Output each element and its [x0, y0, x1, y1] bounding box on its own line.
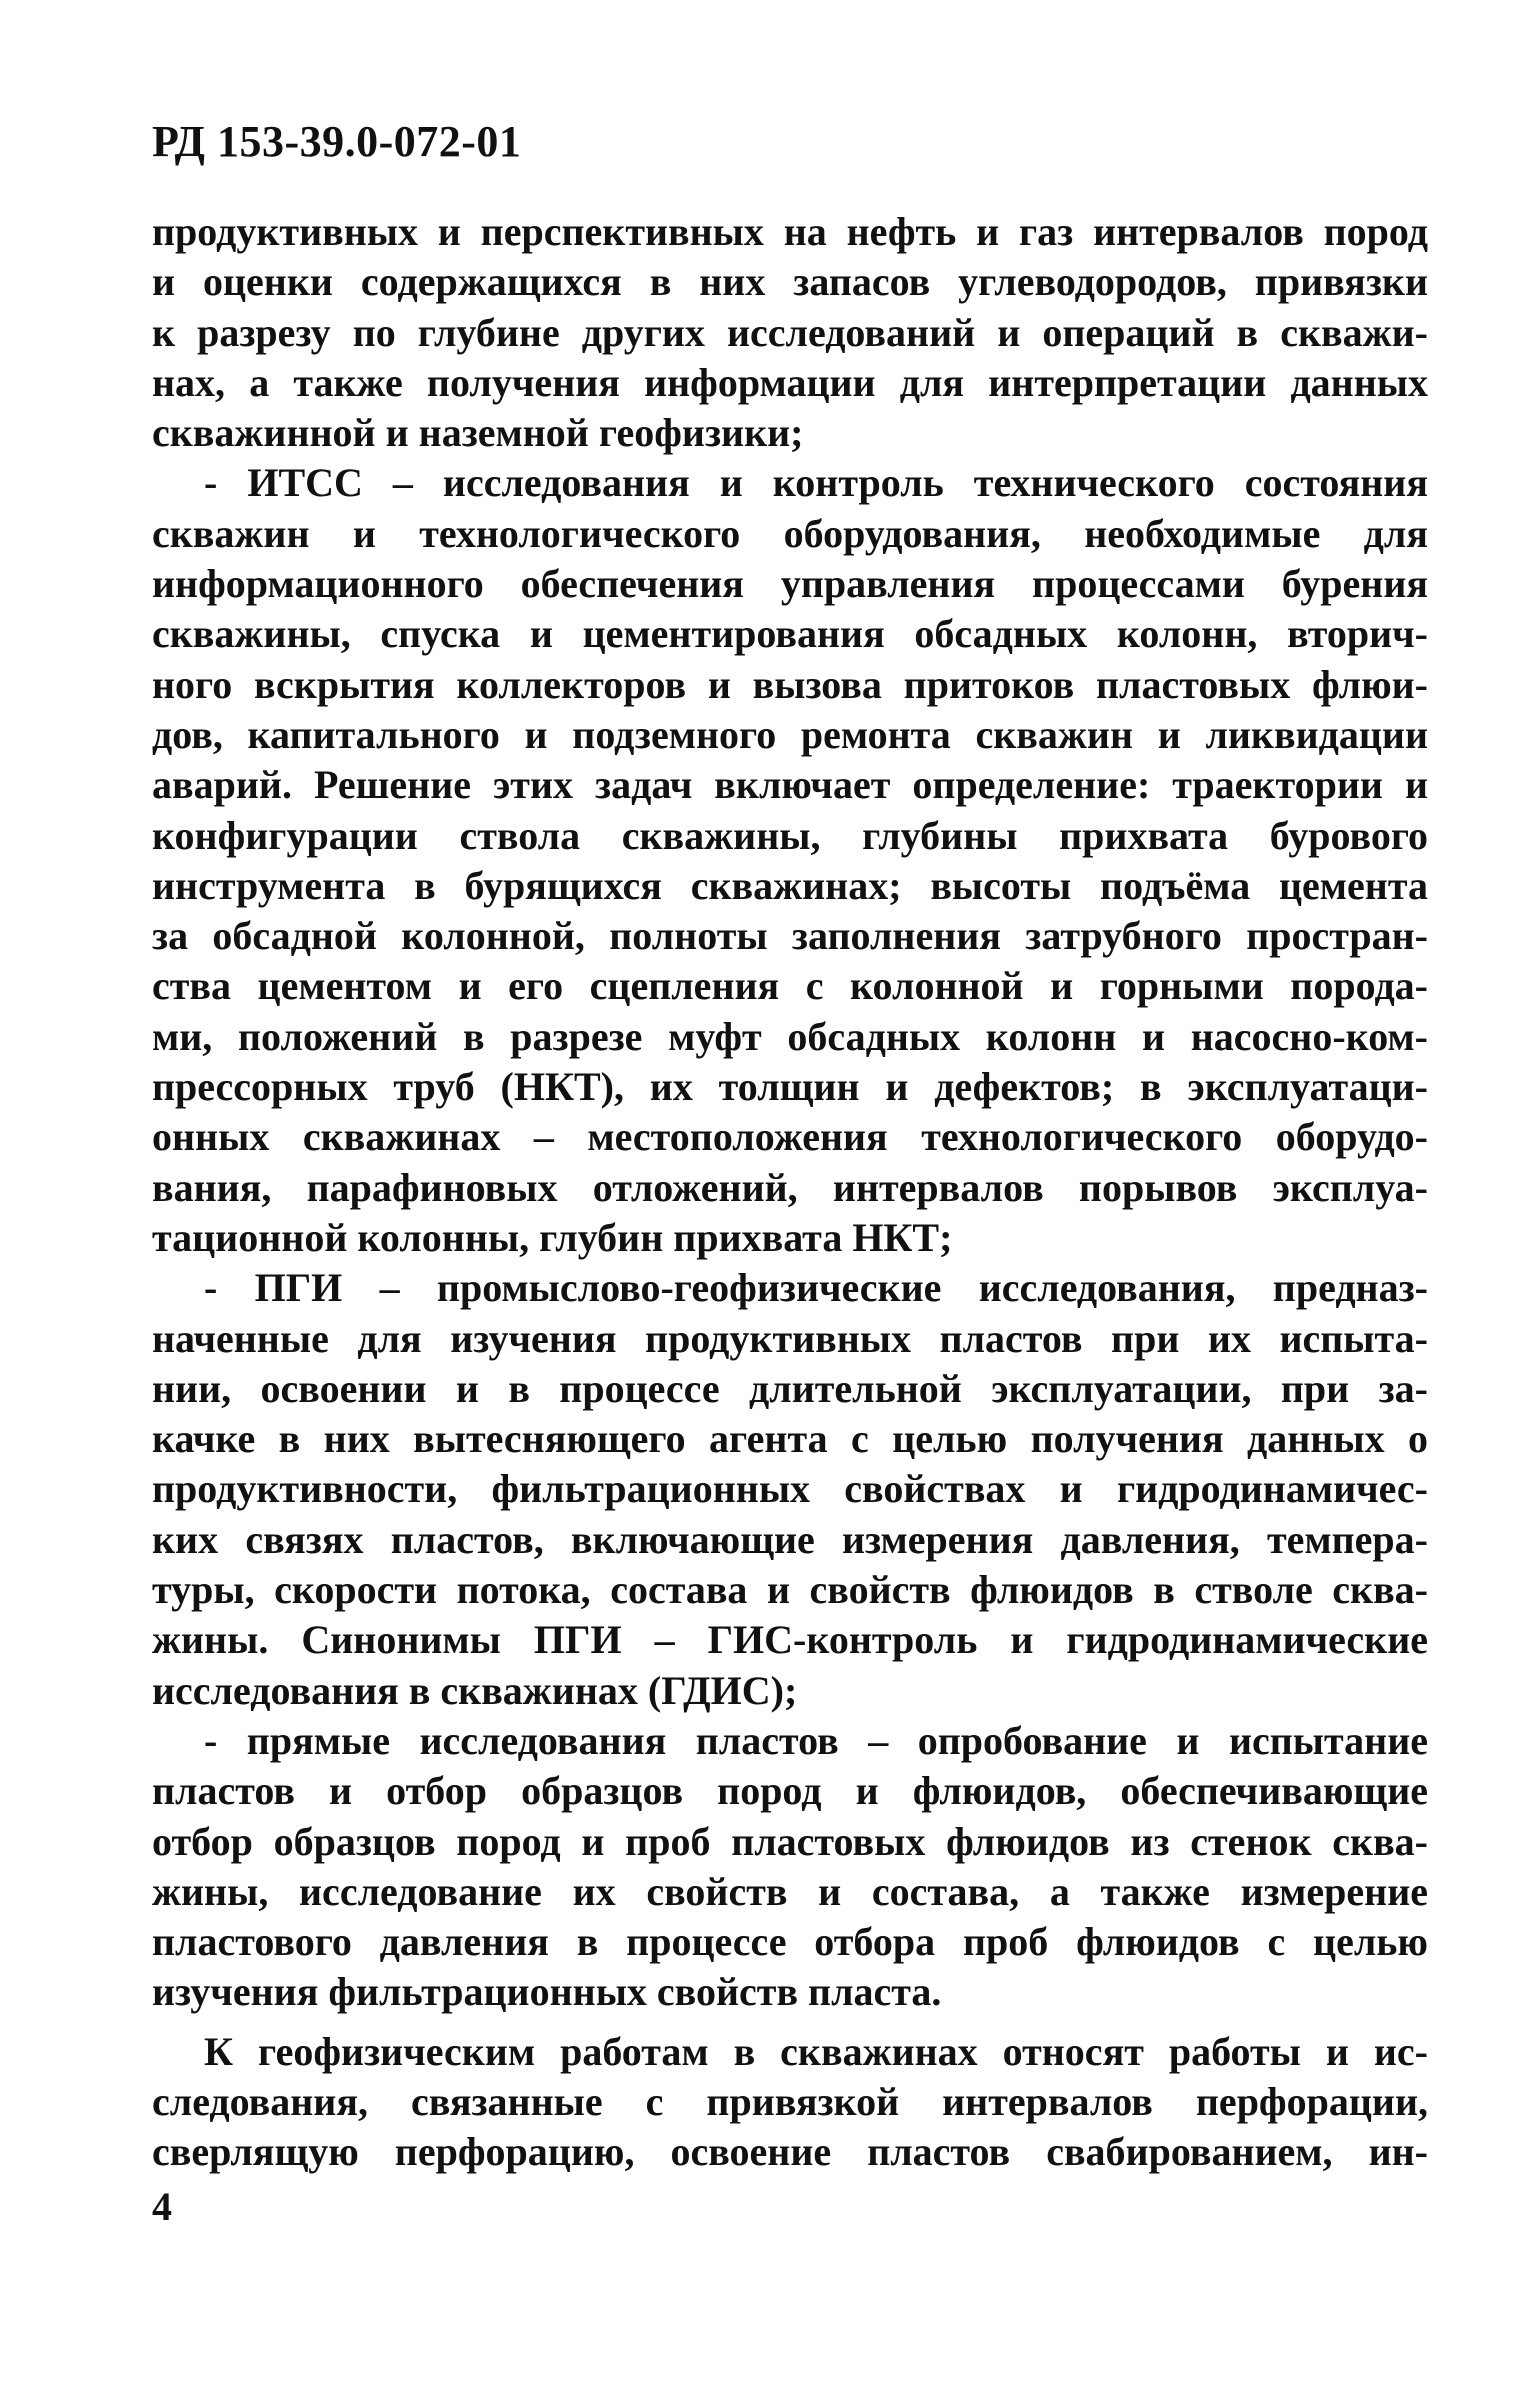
text-line: жины. Синонимы ПГИ – ГИС-контроль и гидродинамические [152, 1617, 1428, 1663]
text-line: изучения фильтрационных свойств пласта. [152, 1969, 942, 2015]
text-line: к разрезу по глубине других исследований и операций в скважи- [152, 309, 1428, 355]
text-line: пластов и отбор образцов пород и флюидов, обеспечивающие [152, 1768, 1428, 1814]
text-line: аварий. Решение этих задач включает определение: траектории и [152, 762, 1428, 808]
text-line: ства цементом и его сцепления с колонной и горными порода- [152, 963, 1428, 1009]
text-line: инструмента в бурящихся скважинах; высоты подъёма цемента [152, 862, 1428, 908]
text-line: скважин и технологического оборудования, необходимые для [152, 510, 1428, 556]
page-number: 4 [152, 2184, 172, 2229]
text-line: прессорных труб (НКТ), их толщин и дефектов; в эксплуатаци- [152, 1064, 1428, 1110]
text-line: наченные для изучения продуктивных пластов при их испыта- [152, 1315, 1428, 1361]
text-line: тационной колонны, глубин прихвата НКТ; [152, 1214, 953, 1260]
text-line: - ПГИ – промыслово-геофизические исследования, предназ- [204, 1265, 1428, 1311]
text-line: - прямые исследования пластов – опробование и испытание [204, 1717, 1428, 1763]
text-line: за обсадной колонной, полноты заполнения затрубного простран- [152, 913, 1428, 959]
text-line: качке в них вытесняющего агента с целью получения данных о [152, 1416, 1428, 1462]
text-line: пластового давления в процессе отбора проб флюидов с целью [152, 1919, 1428, 1965]
text-line: нах, а также получения информации для интерпретации данных [152, 359, 1428, 405]
text-line: нии, освоении и в процессе длительной эксплуатации, при за- [152, 1365, 1428, 1411]
text-line: онных скважинах – местоположения технологического оборудо- [152, 1114, 1428, 1160]
text-line: туры, скорости потока, состава и свойств флюидов в стволе сква- [152, 1567, 1428, 1613]
text-line: - ИТСС – исследования и контроль технического состояния [204, 460, 1428, 506]
text-line: скважины, спуска и цементирования обсадных колонн, вторич- [152, 611, 1428, 657]
document-header: РД 153-39.0-072-01 [152, 117, 522, 166]
text-line: сверлящую перфорацию, освоение пластов свабированием, ин- [152, 2129, 1428, 2175]
text-line: отбор образцов пород и проб пластовых флюидов из стенок сква- [152, 1818, 1428, 1864]
text-line: жины, исследование их свойств и состава, а также измерение [152, 1868, 1428, 1914]
text-line: вания, парафиновых отложений, интервалов порывов эксплуа- [152, 1164, 1428, 1210]
text-line: ких связях пластов, включающие измерения давления, темпера- [152, 1516, 1428, 1562]
text-line: скважинной и наземной геофизики; [152, 410, 804, 456]
text-line: и оценки содержащихся в них запасов углеводородов, привязки [152, 259, 1428, 305]
body-text [152, 207, 1428, 2178]
text-line: конфигурации ствола скважины, глубины прихвата бурового [152, 812, 1428, 858]
text-line: продуктивности, фильтрационных свойствах и гидродинамичес- [152, 1466, 1428, 1512]
text-line: К геофизическим работам в скважинах относят работы и ис- [204, 2028, 1428, 2074]
text-line: ного вскрытия коллекторов и вызова притоков пластовых флюи- [152, 661, 1428, 707]
text-line: информационного обеспечения управления процессами бурения [152, 561, 1428, 607]
text-line: ми, положений в разрезе муфт обсадных колонн и насосно-ком- [152, 1013, 1428, 1059]
text-line: следования, связанные с привязкой интервалов перфорации, [152, 2078, 1428, 2124]
text-line: дов, капитального и подземного ремонта скважин и ликвидации [152, 711, 1428, 757]
text-line: исследования в скважинах (ГДИС); [152, 1667, 798, 1713]
text-line: продуктивных и перспективных на нефть и газ интервалов пород [152, 209, 1428, 254]
